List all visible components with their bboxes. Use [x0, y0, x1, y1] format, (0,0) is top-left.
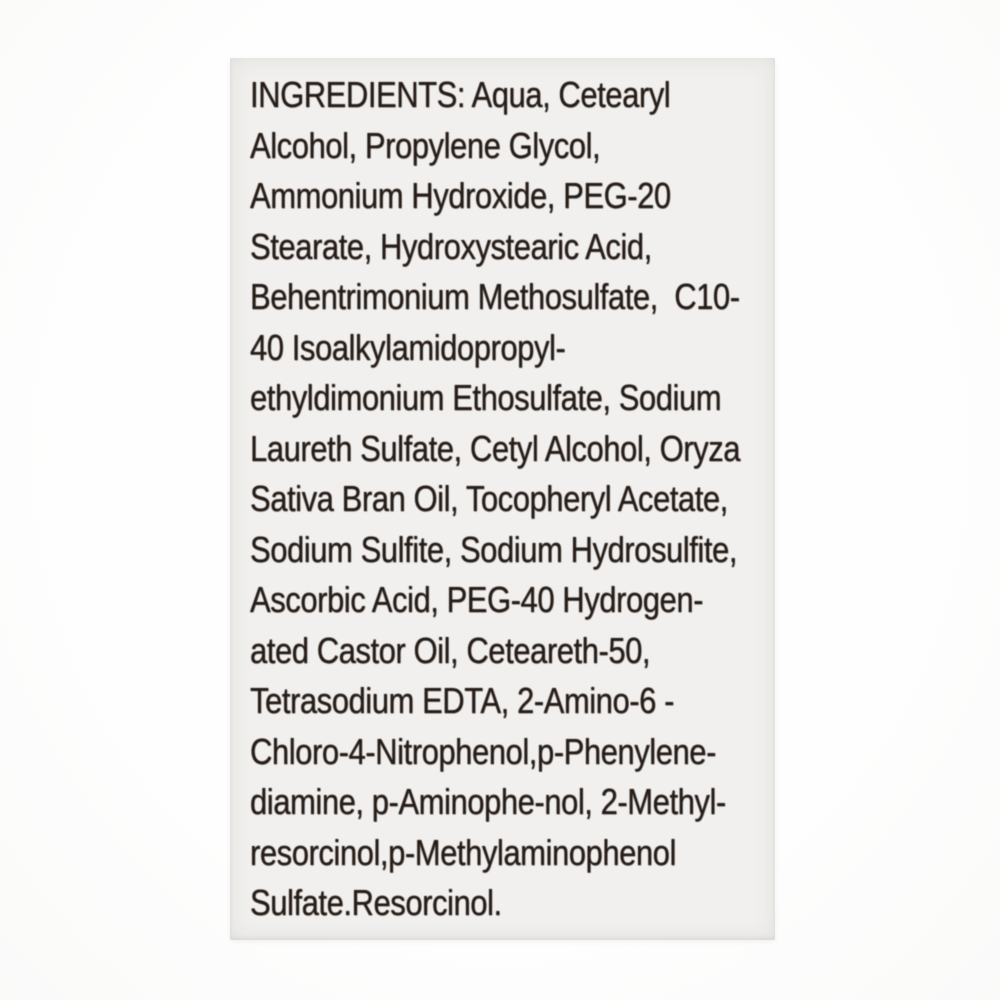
- ingredients-line: diamine, p-Aminophe-nol, 2-Methyl-: [250, 781, 726, 822]
- ingredients-line: Tetrasodium EDTA, 2-Amino-6 -: [250, 680, 674, 721]
- ingredients-line: 40 Isoalkylamidopropyl-: [250, 326, 566, 368]
- ingredients-line: Behentrimonium Methosulfate, C10-: [250, 276, 740, 317]
- ingredients-line: ated Castor Oil, Ceteareth-50,: [250, 629, 651, 671]
- ingredients-text-block: [250, 70, 820, 929]
- ingredients-line: INGREDIENTS: Aqua, Cetearyl: [250, 74, 671, 115]
- ingredients-line: Alcohol, Propylene Glycol,: [250, 124, 601, 166]
- ingredient-label: [230, 58, 775, 940]
- ingredients-line: Sativa Bran Oil, Tocopheryl Acetate,: [250, 478, 728, 519]
- ingredients-line: Chloro-4-Nitrophenol,p-Phenylene-: [250, 730, 716, 772]
- ingredients-line: Ascorbic Acid, PEG-40 Hydrogen-: [250, 579, 703, 620]
- ingredients-line: Sulfate.Resorcinol.: [250, 882, 502, 923]
- ingredients-line: Laureth Sulfate, Cetyl Alcohol, Oryza: [250, 427, 741, 469]
- ingredients-line: ethyldimonium Ethosulfate, Sodium: [250, 377, 722, 418]
- ingredients-line: Ammonium Hydroxide, PEG-20: [250, 175, 671, 216]
- ingredients-line: Sodium Sulfite, Sodium Hydrosulfite,: [250, 528, 737, 570]
- ingredients-line: Stearate, Hydroxystearic Acid,: [250, 225, 652, 267]
- ingredients-line: resorcinol,p-Methylaminophenol: [250, 831, 676, 873]
